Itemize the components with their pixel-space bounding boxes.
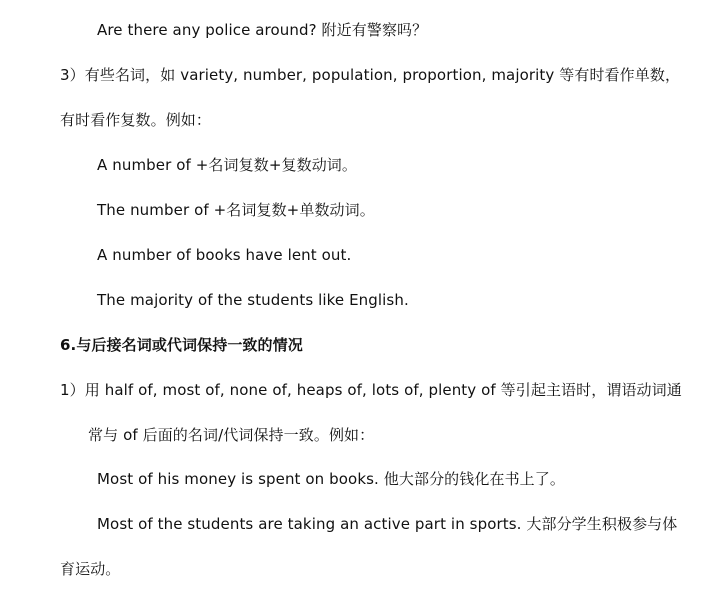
rule-3-text: 3）有些名词，如 variety, number, population, proportion, majority 等有时看作单数， (60, 66, 681, 84)
rule-1-text: 1）用 half of, most of, none of, heaps of, lots of, plenty of 等引起主语时，谓语动词通 (60, 381, 682, 399)
rule-3-text-continued: 有时看作复数。例如： (60, 111, 212, 129)
pattern-the-number-of: The number of +名词复数+单数动词。 (97, 201, 375, 219)
example-sentence-students: Most of the students are taking an active part in sports. 大部分学生积极参与体 (97, 515, 678, 533)
example-sentence-majority: The majority of the students like English. (97, 291, 409, 309)
example-sentence-police: Are there any police around? 附近有警察吗？ (97, 21, 428, 39)
rule-1-text-continued: 常与 of 后面的名词/代词保持一致。例如： (88, 426, 375, 444)
example-sentence-students-continued: 育运动。 (60, 560, 121, 578)
section-heading-6: 6.与后接名词或代词保持一致的情况 (60, 336, 303, 354)
example-sentence-books: A number of books have lent out. (97, 246, 352, 264)
example-sentence-money: Most of his money is spent on books. 他大部分的钱化在书上了。 (97, 470, 565, 488)
pattern-a-number-of: A number of +名词复数+复数动词。 (97, 156, 358, 174)
